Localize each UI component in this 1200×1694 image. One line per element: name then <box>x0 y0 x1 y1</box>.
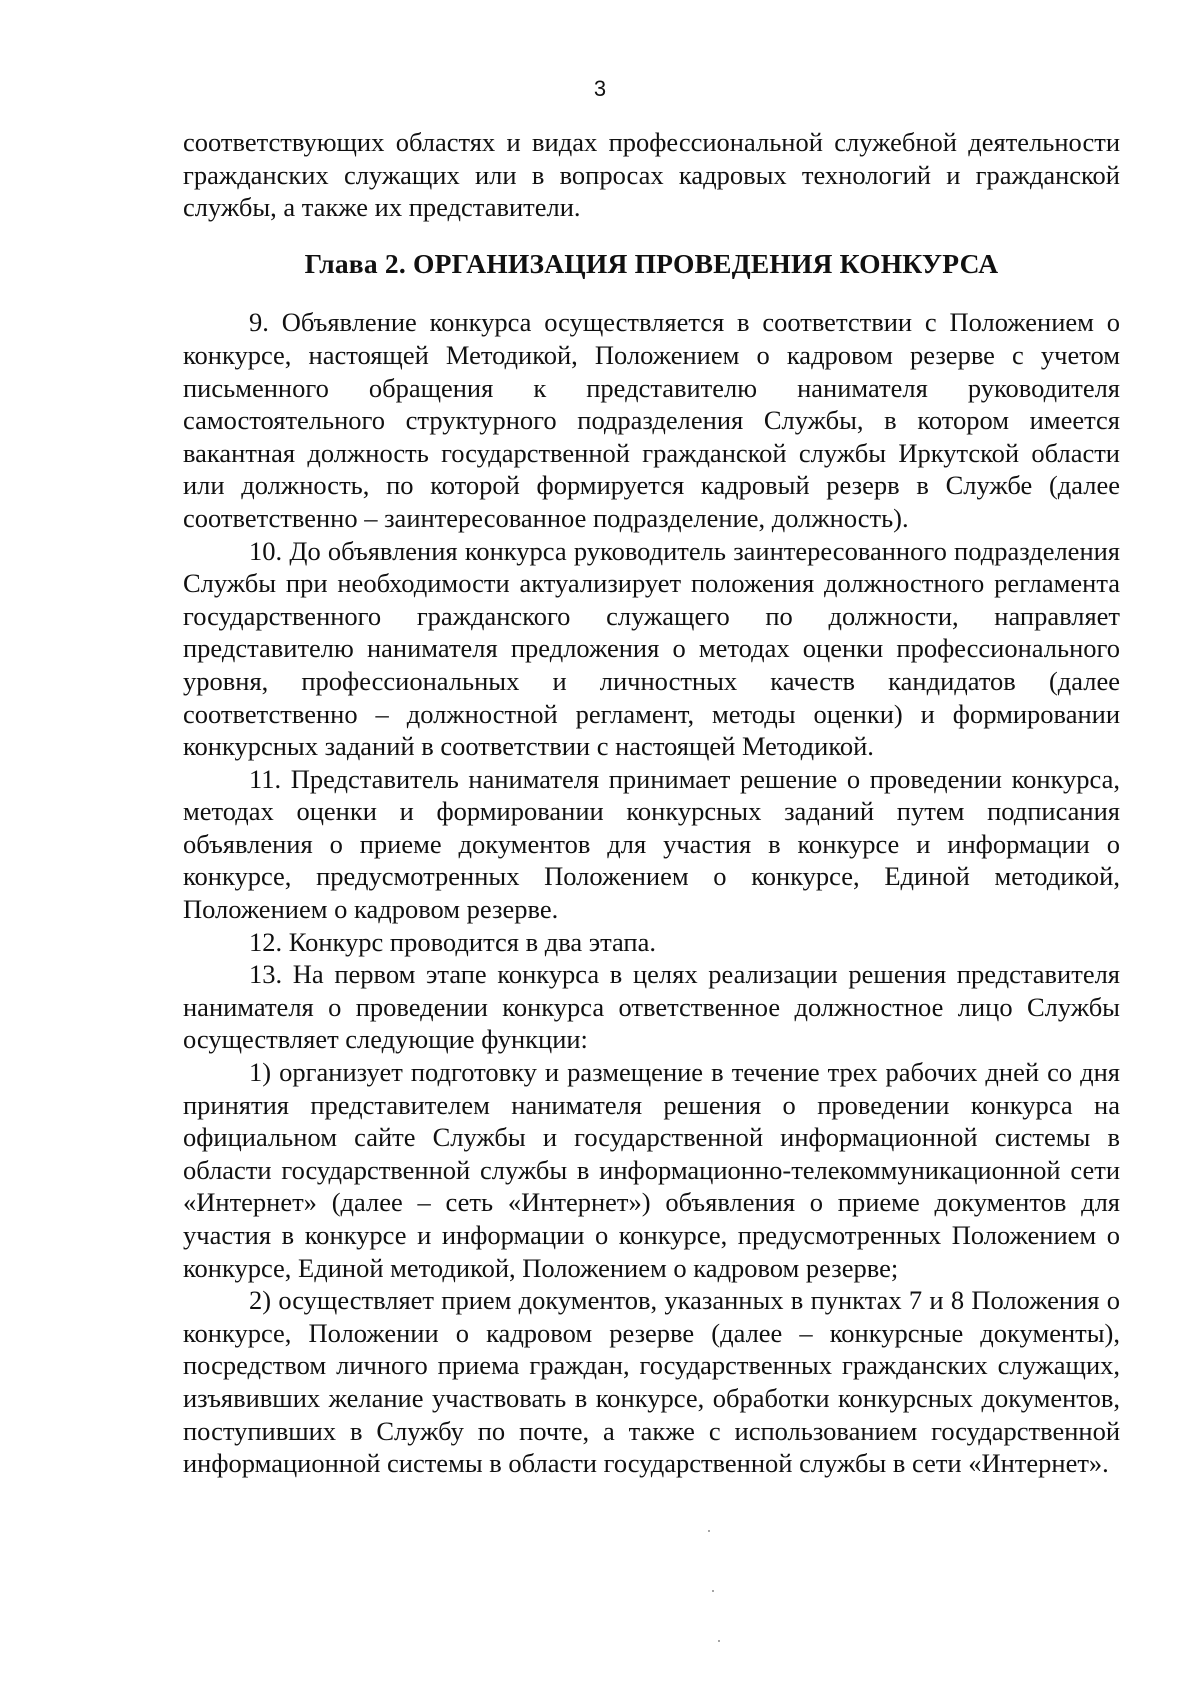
paragraph-13-item-2: 2) осуществляет прием документов, указанных в пунктах 7 и 8 Положения о конкурсе, Положении о кадровом резерве (далее – конкурсные документы), посредством личного приема граждан, государственных гражданских служащих, изъявивших желание участвовать в конкурсе, обработки конкурсных документов, поступивших в Службу по почте, а также с использованием государственной информационной системы в области государственной службы в сети «Интернет». <box>183 1285 1120 1479</box>
paragraph-12: 12. Конкурс проводится в два этапа. <box>249 926 656 957</box>
paragraph-9: 9. Объявление конкурса осуществляется в соответствии с Положением о конкурсе, настоящей Методикой, Положением о кадровом резерве с учетом письменного обращения к представителю нанимателя руководителя самостоятельного структурного подразделения Службы, в котором имеется вакантная должность государственной гражданской службы Иркутской области или должность, по которой формируется кадровый резерв в Службе (далее соответственно – заинтересованное подразделение, должность). <box>183 307 1120 533</box>
document-body <box>183 126 1120 1480</box>
paragraph-continuation: соответствующих областях и видах профессиональной служебной деятельности гражданских служащих или в вопросах кадровых технологий и гражданской службы, а также их представители. <box>183 127 1120 223</box>
scan-speck <box>718 1640 720 1642</box>
page-number: 3 <box>593 76 607 101</box>
scan-speck <box>712 1590 714 1592</box>
paragraph-13: 13. На первом этапе конкурса в целях реализации решения представителя нанимателя о проведении конкурса ответственное должностное лицо Службы осуществляет следующие функции: <box>183 959 1120 1055</box>
paragraph-13-item-1: 1) организует подготовку и размещение в течение трех рабочих дней со дня принятия представителем нанимателя решения о проведении конкурса на официальном сайте Службы и государственной информационной системы в области государственной службы в информационно-телекоммуникационной сети «Интернет» (далее – сеть «Интернет») объявления о приеме документов для участия в конкурсе и информации о конкурсе, предусмотренных Положением о конкурсе, Единой методикой, Положением о кадровом резерве; <box>183 1057 1120 1283</box>
scan-speck <box>708 1530 710 1532</box>
chapter-title: Глава 2. ОРГАНИЗАЦИЯ ПРОВЕДЕНИЯ КОНКУРСА <box>304 247 999 279</box>
paragraph-11: 11. Представитель нанимателя принимает решение о проведении конкурса, методах оценки и формировании конкурсных заданий путем подписания объявления о приеме документов для участия в конкурсе и информации о конкурсе, предусмотренных Положением о конкурсе, Единой методикой, Положением о кадровом резерве. <box>183 763 1120 925</box>
paragraph-10: 10. До объявления конкурса руководитель заинтересованного подразделения Службы при необходимости актуализирует положения должностного регламента государственного гражданского служащего по должности, направляет представителю нанимателя предложения о методах оценки профессионального уровня, профессиональных и личностных качеств кандидатов (далее соответственно – должностной регламент, методы оценки) и формировании конкурсных заданий в соответствии с настоящей Методикой. <box>183 535 1120 762</box>
